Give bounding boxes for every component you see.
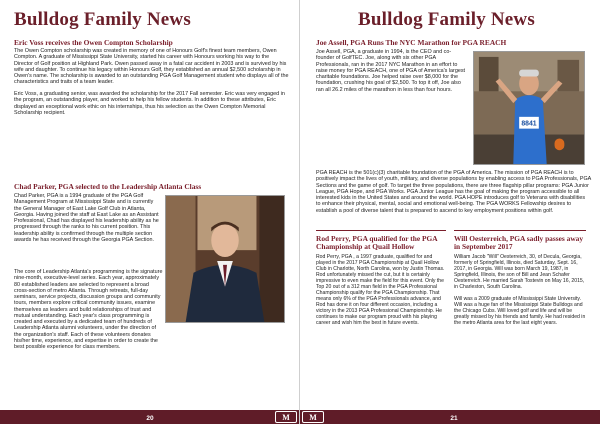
article-body-will-oesterreich <box>454 254 586 331</box>
article-headline-joe-assell: Joe Assell, PGA Runs The NYC Marathon for PGA REACH <box>316 38 507 47</box>
column-rule <box>454 230 586 231</box>
msu-logo <box>275 411 297 423</box>
paragraph: Eric Voss, a graduating senior, was awarded the scholarship for the 2017 Fall semester. Eric was very engaged in the program, an outstanding player, and worked to help his fellow students. In addition to these attributes, Eric displayed an exceptional work ethic on his internships, thus his selection as the Owen Compton Memorial Scholarship recipient. <box>14 91 285 116</box>
logo-text: M <box>309 412 317 422</box>
article-headline-chad-parker: Chad Parker, PGA selected to the Leadership Atlanta Class <box>14 182 202 191</box>
article-body-eric-voss <box>14 48 289 122</box>
article-headline-will-oesterreich: Will Oesterreich, PGA sadly passes away in September 2017 <box>454 234 584 251</box>
article-headline-rod-perry: Rod Perry, PGA qualified for the PGA Championship at Quail Hollow <box>316 234 438 251</box>
article-headline-eric-voss: Eric Voss receives the Owen Compton Scholarship <box>14 38 173 47</box>
page-number: 20 <box>146 415 154 422</box>
logo-text: M <box>282 412 290 422</box>
right-page <box>300 0 600 424</box>
chad-parker-photo <box>165 195 285 323</box>
article-body-joe-assell-p1: Joe Assell, PGA, a graduate in 1994, is the CEO and co-founder of GolfTEC. Joe, along with six other PGA Professionals, ran in the 2017 NYC Marathon in an effort to raise money for PGA REACH, one of PGA of America's largest charitable foundations. Joe helped raise over $8,000 for the foundation, crushing his goal of $2,500. To top it off, Joe also ran all 26.2 miles of the marathon in less than four hours. <box>316 49 466 93</box>
article-body-rod-perry: Rod Perry, PGA , a 1997 graduate, qualified for and played in the 2017 PGA Championship at Quail Hollow Club in Charlotte, North Carolina, won by Justin Thomas. Rod unfortunately missed the cut, but it is certainly impressive to even make the field for this event. Only the Top 20 out of a 312 man field in the PGA Professional Championship qualify for the PGA Championship. That means only 6% of the PGA Professionals advance, and Rod has done it on four different occasion, including a victory in the 2013 PGA Professional Championship. He continues to make our program proud with his playing career and wish him the best in future events. <box>316 254 445 326</box>
race-bib-number: 8841 <box>521 120 537 128</box>
msu-logo <box>302 411 324 423</box>
paragraph: PGA REACH is the 501(c)(3) charitable foundation of the PGA of America. The mission of PGA REACH is to positively impact the lives of youth, military, and diverse populations by enabling access to PGA Professionals, PGA Sections and the game of golf. To target the three populations, there are three flagship pillar programs: PGA Junior League, PGA Hope, and PGA Works. PGA Junior League has the goal of making the program accessible to all interested kids in the United States and around the world. PGA HOPE introduces golf to Veterans with disabilities to enhance their physical, mental, social and emotional well-being. The PGA WORKS Fellowship desires to establish a pool of diverse talent that is prepared to ascend to key employment positions within golf. <box>316 170 591 214</box>
joe-assell-marathon-photo <box>473 51 585 165</box>
paragraph: The Owen Compton scholarship was created in memory of one of Honours Golf's finest team members, Owen Compton. A graduate of Mississippi State University, started his career with Honours working his way to the Director of Golf position at Highland Park. Owen passed away in a fatal car accident in 2003 and is survived by his wife and daughter. To continue his legacy within Honours Golf, they established an annual $2,500 scholarship in Owen's name. The scholarship is awarded to an outstanding PGA Golf Management student who displays all of the characteristics and traits of a team leader. <box>14 48 289 86</box>
article-body-joe-assell-p2 <box>316 170 591 219</box>
column-rule <box>316 230 446 231</box>
masthead: Bulldog Family News <box>358 9 535 30</box>
article-body-chad-parker-p2: The core of Leadership Atlanta's programming is the signature nine-month, executive-level series. Each year, approximately 80 established leaders are selected to represent a broad cross-section of metro Atlanta. Through retreats, full-day seminars, service projects, discussion groups and community tours, members explore critical community issues, examine themselves as leaders and build relationships of trust and mutual understanding. Each year's class programming is created and executed by a dedicated team of hundreds of Leadership Atlanta alumni volunteers, under the direction of the organization's staff. Each of these volunteers donates his/her time, experience, and expertise in order to create the best possible experience for class members. <box>14 269 163 350</box>
paragraph: William Jacob "Will" Oesterreich, 30, of Decula, Georgia, formerly of Springfield, Illinois, died Saturday, Sept. 16, 2017, in Georgia. Will was born March 19, 1987, in Springfield, Illinois, the son of Bill and Jean Schafer Oesterreich. He married Sarah Tostevin on May 16, 2015, in Charleston, South Carolina. <box>454 254 585 290</box>
page-number: 21 <box>450 415 458 422</box>
masthead: Bulldog Family News <box>14 9 191 30</box>
article-body-chad-parker-p1: Chad Parker, PGA is a 1994 graduate of the PGA Golf Management Program at Mississippi State and is currently the General Manager of East Lake Golf Club in Atlanta, Georgia. Having joined the staff at East Lake as an Assistant Professional, Chad has displayed his leadership ability as he progressed through the ranks to his current position. This leadership ability is confirmed through the multiple section awards he has received through the Georgia PGA Section. <box>14 193 159 243</box>
paragraph: Will was a 2009 graduate of Mississippi State University. Will was a huge fan of the Mississippi State Bulldogs and the Chicago Cubs. Will loved golf and life and will be greatly missed by his friends and family. He had resided in the metro Atlanta area for the last eight years. <box>454 295 586 326</box>
